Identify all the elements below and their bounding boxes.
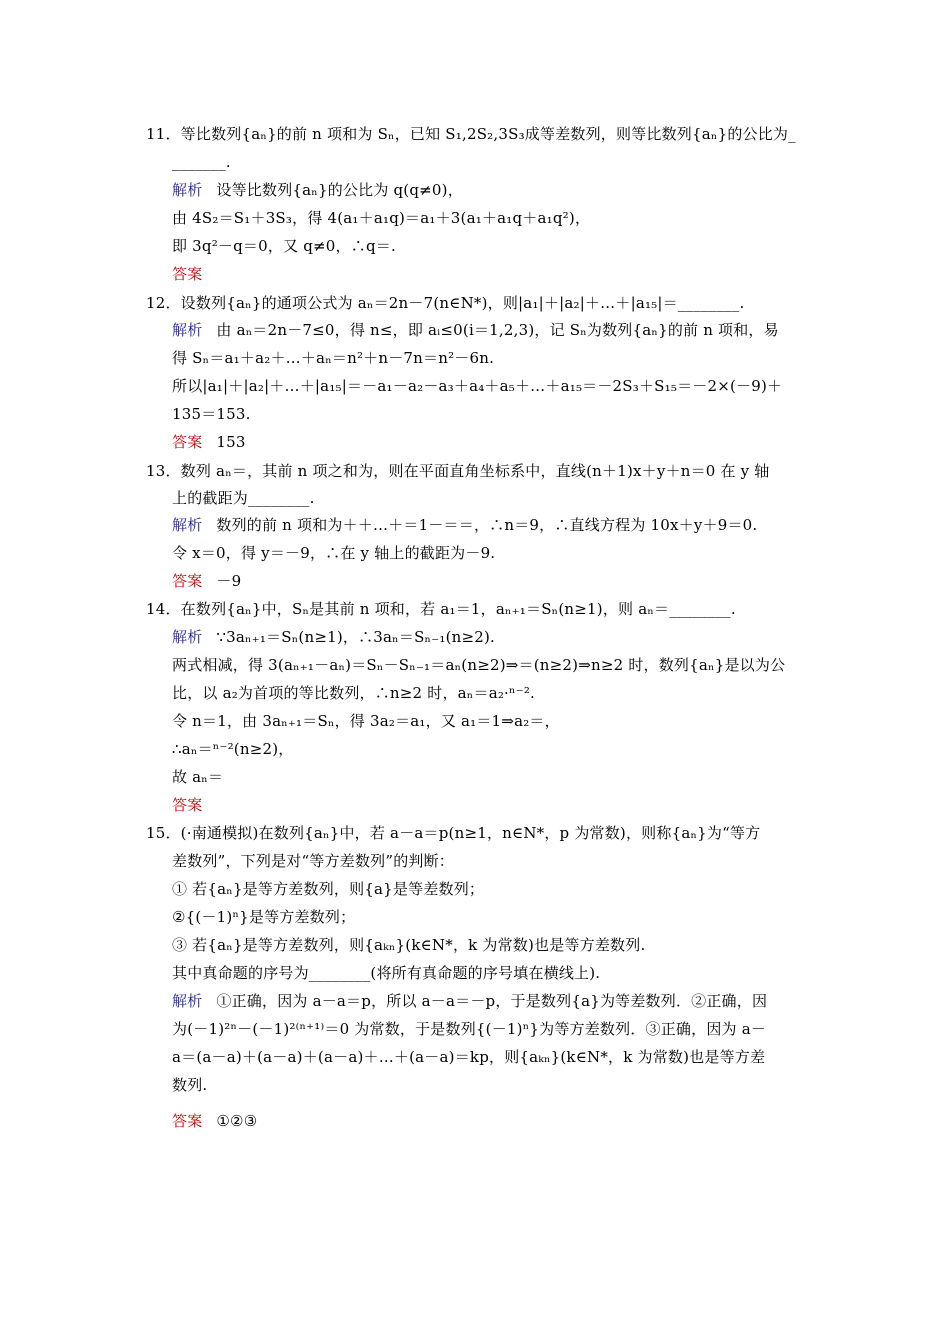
p15-analysis-line-4: 数列.	[172, 1076, 208, 1094]
p14-question-line-1: 14．在数列{aₙ}中，Sₙ是其前 n 项和，若 a₁＝1，aₙ₊₁＝Sₙ(n≥1)，则 aₙ＝________.	[146, 600, 736, 618]
p12-answer: 153	[216, 433, 246, 451]
p11-answer-line	[172, 264, 216, 284]
p14-analysis-line-1	[172, 627, 495, 647]
p12-analysis-text-1: 由 aₙ＝2n－7≤0，得 n≤，即 aᵢ≤0(i＝1,2,3)，记 Sₙ为数列{aₙ}的前 n 项和，易	[216, 321, 779, 339]
answer-label: 答案	[172, 796, 203, 814]
answer-label: 答案	[172, 572, 203, 590]
p15-analysis-line-2: 为(－1)²ⁿ－(－1)²⁽ⁿ⁺¹⁾＝0 为常数，于是数列{(－1)ⁿ}为等方差数列．③正确，因为 a－	[172, 1020, 767, 1038]
p12-answer-line	[172, 432, 246, 452]
p12-analysis-line-4: 135＝153.	[172, 405, 251, 423]
p13-analysis-line-2: 令 x＝0，得 y＝－9，∴在 y 轴上的截距为－9.	[172, 544, 496, 562]
p12-analysis-line-3: 所以|a₁|＋|a₂|＋…＋|a₁₅|＝－a₁－a₂－a₃＋a₄＋a₅＋…＋a₁₅＝－2S₃＋S₁₅＝－2×(－9)＋	[172, 377, 783, 395]
p13-answer-line	[172, 571, 241, 591]
p11-analysis-line-3: 即 3q²－q＝0，又 q≠0，∴q＝.	[172, 237, 396, 255]
analysis-label: 解析	[172, 181, 203, 199]
p11-question-line-1: 11．等比数列{aₙ}的前 n 项和为 Sₙ，已知 S₁,2S₂,3S₃成等差数列，则等比数列{aₙ}的公比为_	[146, 125, 796, 143]
p15-question-line-4: ②{(－1)ⁿ}是等方差数列；	[172, 908, 356, 926]
p14-analysis-line-4: 令 n＝1，由 3aₙ₊₁＝Sₙ，得 3a₂＝a₁，又 a₁＝1⇒a₂＝，	[172, 712, 560, 730]
p13-question-line-1: 13．数列 aₙ＝，其前 n 项之和为，则在平面直角坐标系中，直线(n＋1)x＋y＋n＝0 在 y 轴	[146, 462, 770, 480]
p11-analysis-line-2: 由 4S₂＝S₁＋3S₃，得 4(a₁＋a₁q)＝a₁＋3(a₁＋a₁q＋a₁q²)，	[172, 209, 591, 227]
analysis-label: 解析	[172, 321, 203, 339]
p15-analysis-line-1	[172, 991, 767, 1011]
p14-analysis-line-2: 两式相减，得 3(aₙ₊₁－aₙ)＝Sₙ－Sₙ₋₁＝aₙ(n≥2)⇒＝(n≥2)⇒n≥2 时，数列{aₙ}是以为公	[172, 656, 786, 674]
p15-question-line-2: 差数列”，下列是对“等方差数列”的判断：	[172, 852, 455, 870]
analysis-label: 解析	[172, 992, 203, 1010]
p13-answer: －9	[216, 572, 242, 590]
p14-answer-line	[172, 795, 216, 815]
p12-question-line-1: 12．设数列{aₙ}的通项公式为 aₙ＝2n－7(n∈N*)，则|a₁|＋|a₂|＋…＋|a₁₅|＝________.	[146, 294, 745, 312]
p15-analysis-line-3: a＝(a－a)＋(a－a)＋(a－a)＋…＋(a－a)＝kp，则{aₖₙ}(k∈N*，k 为常数)也是等方差	[172, 1048, 766, 1066]
p15-question-line-5: ③ 若{aₙ}是等方差数列，则{aₖₙ}(k∈N*，k 为常数)也是等方差数列.	[172, 936, 646, 954]
p14-analysis-text-1: ∵3aₙ₊₁＝Sₙ(n≥1)，∴3aₙ＝Sₙ₋₁(n≥2).	[216, 628, 496, 646]
p12-analysis-line-1	[172, 320, 779, 340]
p14-analysis-line-6: 故 aₙ＝	[172, 768, 224, 786]
answer-label: 答案	[172, 433, 203, 451]
answer-label: 答案	[172, 265, 203, 283]
p15-question-line-3: ① 若{aₙ}是等方差数列，则{a}是等差数列；	[172, 880, 485, 898]
p12-analysis-line-2: 得 Sₙ＝a₁＋a₂＋…＋aₙ＝n²＋n－7n＝n²－6n.	[172, 349, 495, 367]
p15-question-line-1: 15．(·南通模拟)在数列{aₙ}中，若 a－a＝p(n≥1，n∈N*，p 为常数)，则称{aₙ}为“等方	[146, 824, 761, 842]
p15-analysis-text-1: ①正确，因为 a－a＝p，所以 a－a＝－p，于是数列{a}为等差数列．②正确，因	[216, 992, 768, 1010]
p13-question-line-2: 上的截距为________.	[172, 489, 315, 507]
p14-analysis-line-5: ∴aₙ＝ⁿ⁻²(n≥2)，	[172, 740, 294, 758]
p14-analysis-line-3: 比，以 a₂为首项的等比数列，∴n≥2 时，aₙ＝a₂·ⁿ⁻².	[172, 684, 536, 702]
p15-answer-line	[172, 1111, 257, 1131]
p13-analysis-text-1: 数列的前 n 项和为＋＋…＋＝1－＝＝，∴n＝9，∴直线方程为 10x＋y＋9＝0.	[216, 516, 758, 534]
p15-answer: ①②③	[216, 1112, 258, 1130]
analysis-label: 解析	[172, 516, 203, 534]
analysis-label: 解析	[172, 628, 203, 646]
p11-question-line-2: _______.	[172, 153, 231, 171]
p13-analysis-line-1	[172, 515, 757, 535]
p11-analysis-text-1: 设等比数列{aₙ}的公比为 q(q≠0)，	[216, 181, 463, 199]
p15-question-line-6: 其中真命题的序号为________(将所有真命题的序号填在横线上).	[172, 964, 601, 982]
answer-label: 答案	[172, 1112, 203, 1130]
p11-analysis-line-1	[172, 180, 463, 200]
